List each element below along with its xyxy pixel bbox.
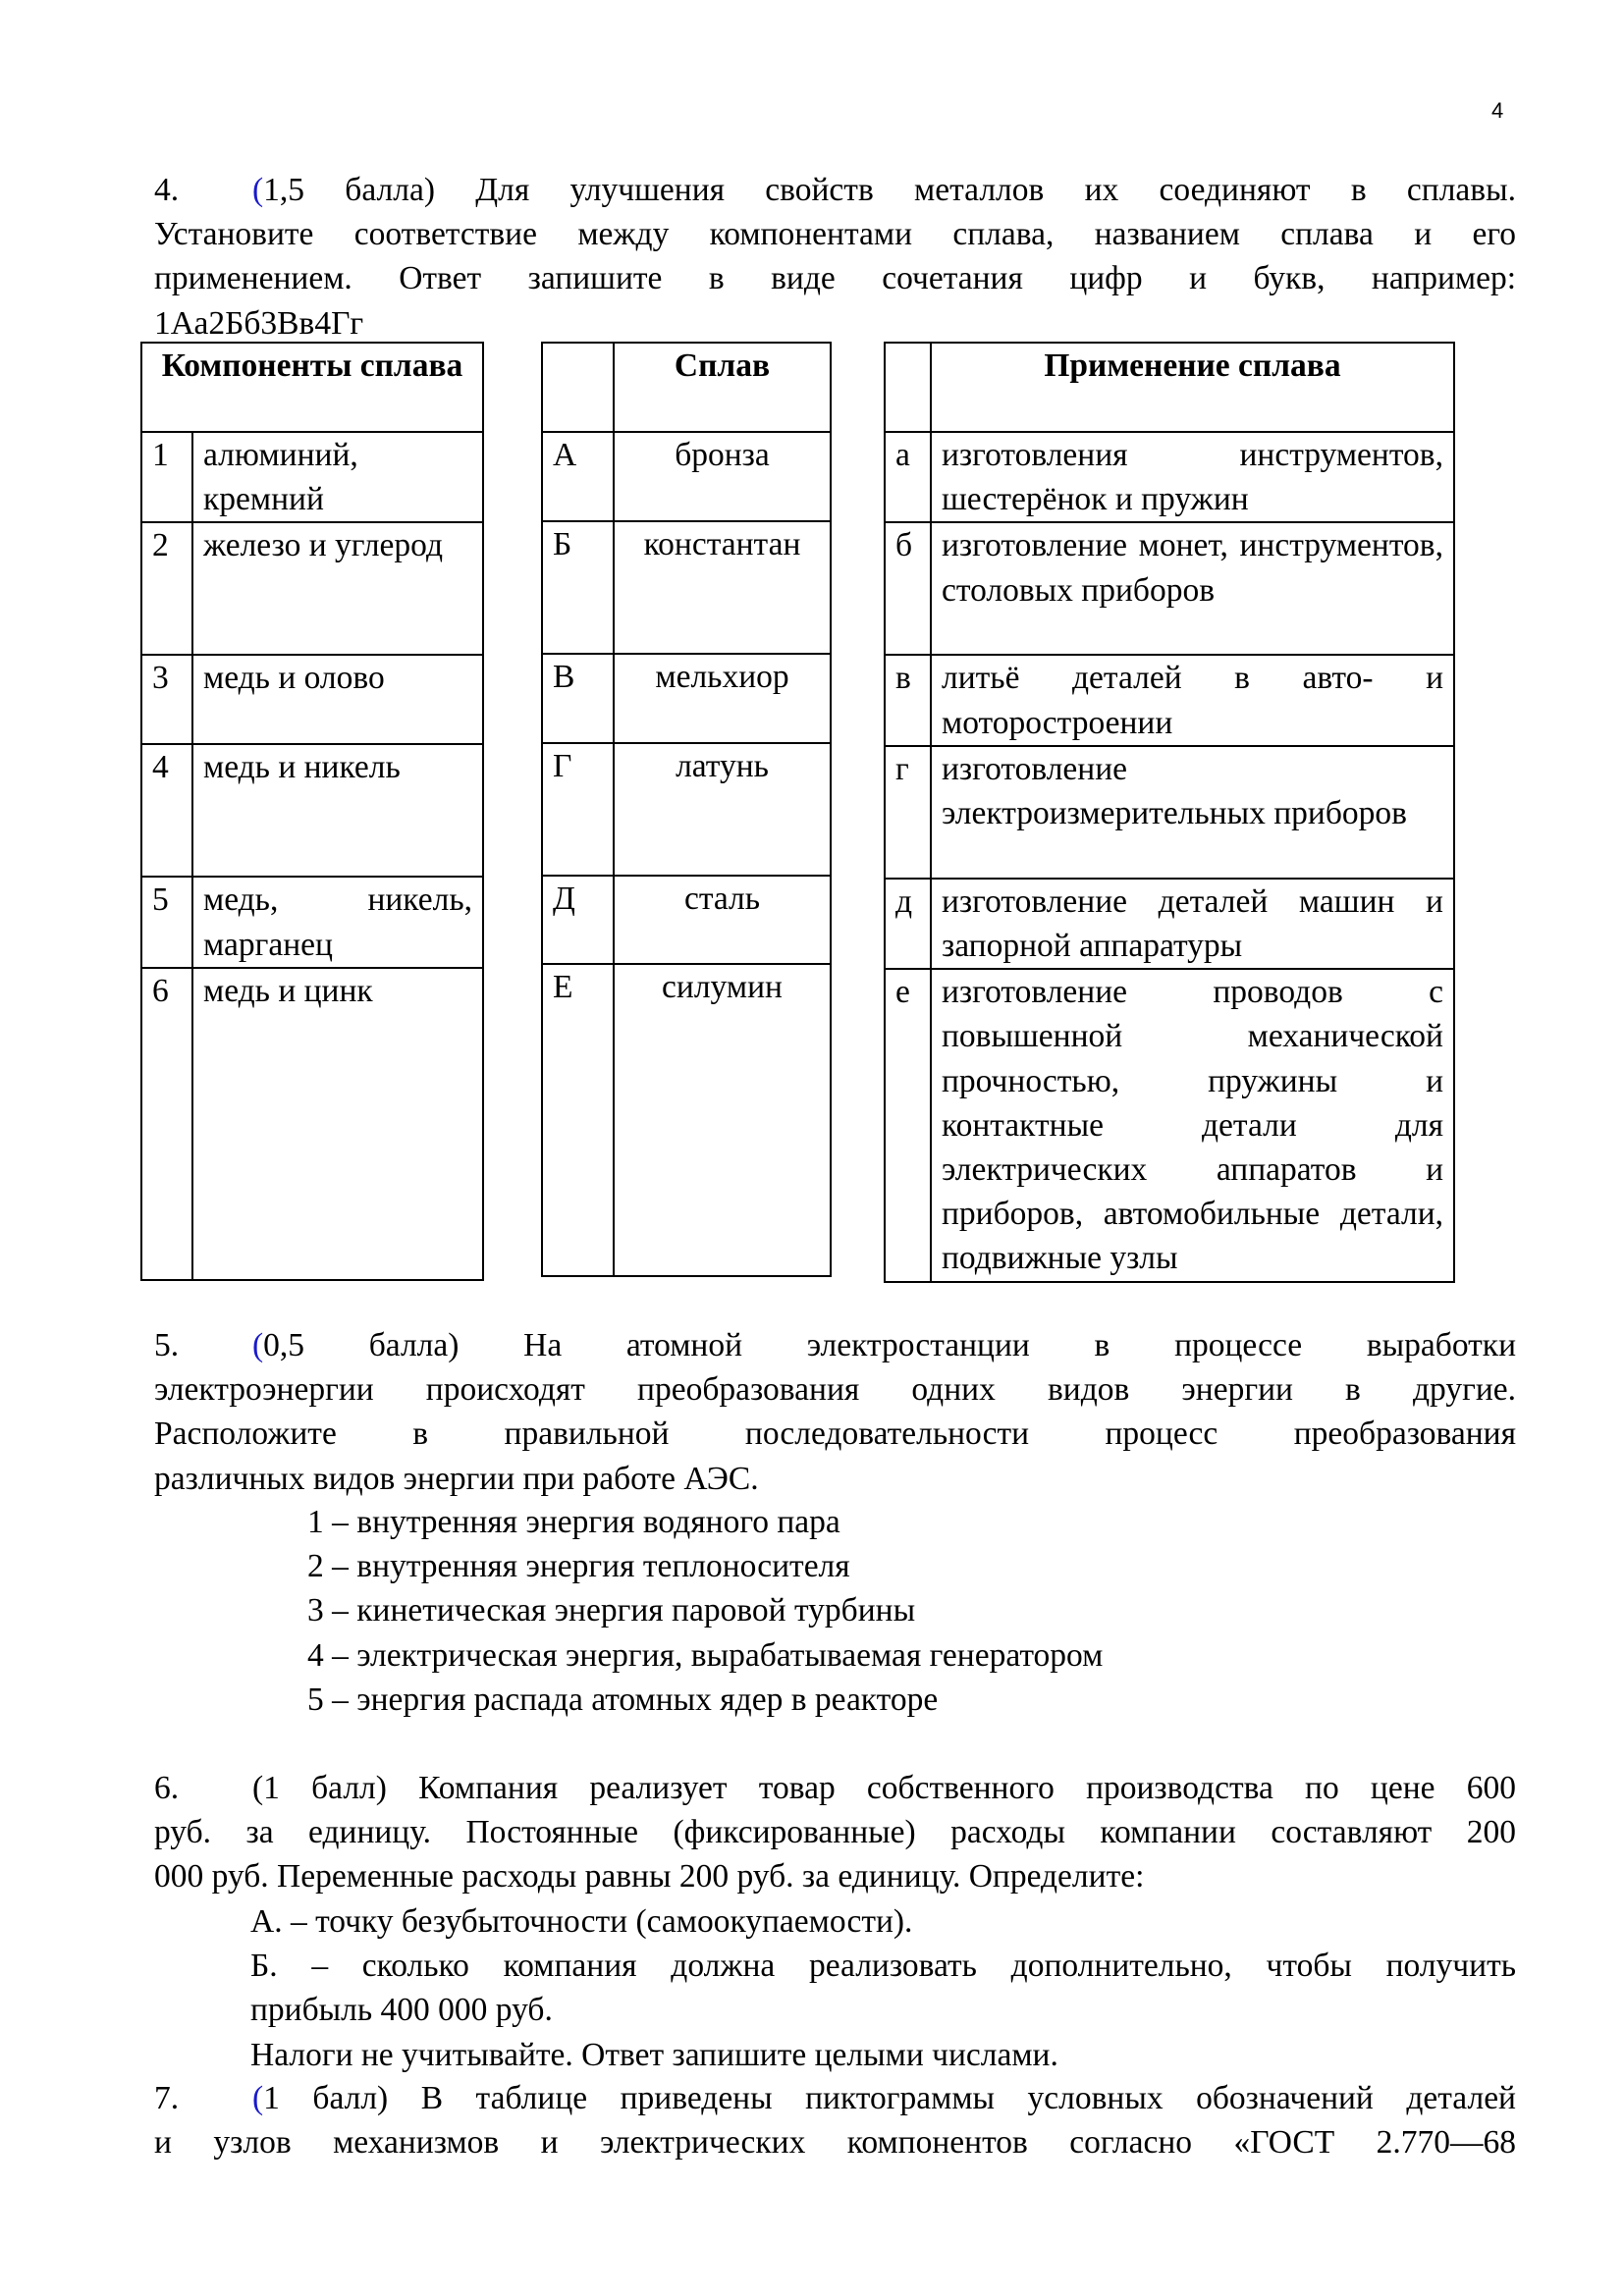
table-row: 6 медь и цинк: [141, 968, 483, 1280]
table-row: Б константан: [542, 521, 831, 654]
question-7-line-2: и узлов механизмов и электрических компонентов согласно «ГОСТ 2.770—68: [154, 2124, 1516, 2162]
table-row: В мельхиор: [542, 654, 831, 743]
table-row: Е силумин: [542, 964, 831, 1276]
table-row: е изготовление проводов с повышенной механической прочностью, пружины и контактные детали для электрических аппаратов и приборов, автомобильные детали, подвижные узлы: [885, 969, 1454, 1281]
table-row: 2 железо и углерод: [141, 522, 483, 655]
question-6-line-2: руб. за единицу. Постоянные (фиксированные) расходы компании составляют 200: [154, 1814, 1516, 1851]
question-number: 4.: [154, 172, 180, 208]
table-row: а изготовления инструментов, шестерёнок и пружин: [885, 432, 1454, 522]
table-row: 3 медь и олово: [141, 655, 483, 744]
list-item: 3 – кинетическая энергия паровой турбины: [307, 1592, 916, 1629]
table-row: д изготовление деталей машин и запорной аппаратуры: [885, 879, 1454, 969]
list-item: 1 – внутренняя энергия водяного пара: [307, 1504, 840, 1540]
sub-item-b-line-1: Б. – сколько компания должна реализовать дополнительно, чтобы получить: [250, 1948, 1516, 1985]
question-6-line-3: 000 руб. Переменные расходы равны 200 руб. за единицу. Определите:: [154, 1858, 1145, 1896]
table-row: г изготовление электроизмерительных приборов: [885, 746, 1454, 879]
question-5-line-4: различных видов энергии при работе АЭС.: [154, 1460, 759, 1497]
question-5-line-3: Расположите в правильной последовательности процесс преобразования: [154, 1415, 1516, 1453]
question-4-line-2: Установите соответствие между компонентами сплава, названием сплава и его: [154, 216, 1516, 253]
question-6: [154, 1766, 1516, 1899]
question-7: [154, 2076, 1516, 2164]
usage-header: Применение сплава: [931, 343, 1454, 432]
question-6-note: Налоги не учитывайте. Ответ запишите целыми числами.: [250, 2036, 1058, 2073]
table-row: А бронза: [542, 432, 831, 521]
question-number: 7.: [154, 2080, 180, 2116]
question-5-line-1: 5. (0,5 балла) На атомной электростанции в процессе выработки: [154, 1323, 1516, 1367]
components-table: [140, 342, 484, 1281]
paren-accent: (: [252, 172, 264, 208]
table-row: в литьё деталей в авто- и моторостроении: [885, 655, 1454, 745]
question-4: [154, 168, 1516, 346]
table-row: б изготовление монет, инструментов, столовых приборов: [885, 522, 1454, 655]
table-row: 4 медь и никель: [141, 744, 483, 877]
question-6-line-1: 6. (1 балл) Компания реализует товар собственного производства по цене 600: [154, 1766, 1516, 1810]
alloy-table: [541, 342, 832, 1277]
question-number: 5.: [154, 1327, 180, 1363]
question-6-subitems: [250, 1899, 1516, 2077]
alloy-header: Сплав: [614, 343, 831, 432]
sub-item-b-line-2: прибыль 400 000 руб.: [250, 1992, 553, 2029]
question-4-line-1: 4. (1,5 балла) Для улучшения свойств металлов их соединяют в сплавы.: [154, 168, 1516, 212]
sub-item-a: А. – точку безубыточности (самоокупаемости).: [250, 1903, 913, 1940]
question-number: 6.: [154, 1770, 180, 1806]
usage-table: [884, 342, 1455, 1283]
question-5: [154, 1323, 1516, 1501]
table-row: 5 медь, никель, марганец: [141, 877, 483, 967]
list-item: 4 – электрическая энергия, вырабатываемая генератором: [307, 1636, 1104, 1674]
list-item: 2 – внутренняя энергия теплоносителя: [307, 1548, 850, 1585]
question-4-line-3: применением. Ответ запишите в виде сочетания цифр и букв, например:: [154, 260, 1516, 297]
paren-accent: (: [252, 1327, 264, 1363]
energy-list: [307, 1500, 1103, 1722]
paren-accent: (: [252, 2080, 264, 2116]
table-row: 1 алюминий, кремний: [141, 432, 483, 522]
list-item: 5 – энергия распада атомных ядер в реакторе: [307, 1681, 939, 1718]
components-header: Компоненты сплава: [141, 343, 483, 432]
question-4-example: 1Аа2Бб3Вв4Гг: [154, 304, 364, 342]
page-number: 4: [1491, 98, 1504, 123]
question-7-line-1: 7. (1 балл) В таблице приведены пиктограммы условных обозначений деталей: [154, 2076, 1516, 2120]
question-5-line-2: электроэнергии происходят преобразования одних видов энергии в другие.: [154, 1371, 1516, 1409]
table-row: Г латунь: [542, 743, 831, 876]
table-row: Д сталь: [542, 876, 831, 964]
